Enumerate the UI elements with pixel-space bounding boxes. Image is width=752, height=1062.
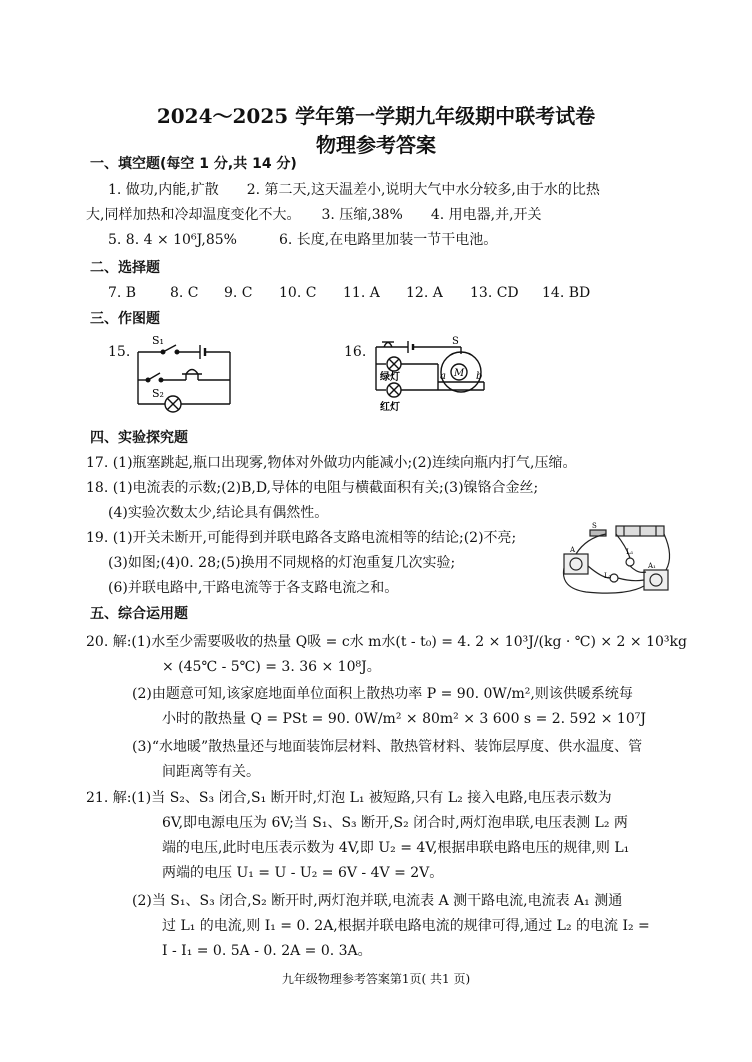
answer-line: 小时的散热量 Q = PSt = 90. 0W/m² × 80m² × 3 600 s = 2. 592 × 10⁷J: [162, 711, 646, 727]
answer-line: 19. (1)开关未断开,可能得到并联电路各支路电流相等的结论;(2)不亮;: [86, 530, 517, 546]
answer-line: (2)由题意可知,该家庭地面单位面积上散热功率 P = 90. 0W/m²,则该供暖系统每: [132, 686, 633, 702]
answer-line: I - I₁ = 0. 5A - 0. 2A = 0. 3A。: [162, 943, 372, 959]
answer-line: 间距离等有关。: [162, 764, 260, 780]
page-footer: 九年级物理参考答案第1页( 共1 页): [281, 972, 471, 986]
answer-line: × (45℃ - 5℃) = 3. 36 × 10⁸J。: [162, 659, 381, 675]
answer-line: 6V,即电源电压为 6V;当 S₁、S₃ 断开,S₂ 闭合时,两灯泡串联,电压表测 L₂ 两: [162, 815, 628, 831]
label-s: S: [452, 336, 459, 347]
circuit-photo-19: [556, 516, 676, 598]
answer-line: 17. (1)瓶塞跳起,瓶口出现雾,物体对外做功内能减小;(2)连续向瓶内打气,压缩。: [86, 455, 577, 471]
answer-line: 18. (1)电流表的示数;(2)B,D,导体的电阻与横截面积有关;(3)镍铬合金丝;: [86, 480, 539, 496]
answer-line: 21. 解:(1)当 S₂、S₃ 闭合,S₁ 断开时,灯泡 L₁ 被短路,只有 L₂ 接入电路,电压表示数为: [86, 790, 612, 806]
section-heading-comprehensive: 五、综合运用题: [90, 606, 188, 622]
circuit-diagram-15: [130, 334, 240, 416]
label-red-lamp: 红灯: [380, 402, 400, 413]
answer-line: (2)当 S₁、S₃ 闭合,S₂ 断开时,两灯泡并联,电流表 A 测干路电流,电流表 A₁ 测通: [132, 893, 623, 909]
answer-line: 过 L₁ 的电流,则 I₁ = 0. 2A,根据并联电路电流的规律可得,通过 L₂ 的电流 I₂ =: [162, 918, 650, 934]
page-title: 2024～2025 学年第一学期九年级期中联考试卷: [156, 104, 596, 128]
choice-answer: 8. C: [170, 285, 199, 301]
answer-line: 端的电压,此时电压表示数为 4V,即 U₂ = 4V,根据串联电路电压的规律,则 L₁: [162, 840, 630, 856]
question-number: 15.: [108, 344, 131, 360]
svg-text:A: A: [570, 546, 576, 554]
answer-line: 5. 8. 4 × 10⁶J,85% 6. 长度,在电路里加装一节干电池。: [108, 232, 498, 248]
answer-line: 两端的电压 U₁ = U - U₂ = 6V - 4V = 2V。: [162, 865, 444, 881]
choice-answer: 9. C: [224, 285, 253, 301]
answer-line: (3)“水地暖”散热量还与地面装饰层材料、散热管材料、装饰层厚度、供水温度、管: [132, 739, 643, 755]
circuit-diagram-16: [368, 334, 493, 414]
svg-text:L₂: L₂: [604, 572, 612, 580]
choice-answer: 10. C: [279, 285, 317, 301]
label-green-lamp: 绿灯: [380, 372, 400, 383]
choice-answer: 7. B: [108, 285, 137, 301]
label-s1: S₁: [152, 334, 164, 347]
svg-text:A₁: A₁: [648, 562, 656, 570]
question-number: 16.: [344, 344, 367, 360]
section-heading-fill-blank: 一、填空题(每空 1 分,共 14 分): [90, 156, 297, 172]
choice-answer: 13. CD: [470, 285, 519, 301]
answer-line: 1. 做功,内能,扩散 2. 第二天,这天温差小,说明大气中水分较多,由于水的比热: [108, 182, 600, 198]
section-heading-drawing: 三、作图题: [90, 311, 160, 327]
answer-line: (6)并联电路中,干路电流等于各支路电流之和。: [108, 580, 399, 596]
label-b: b: [476, 371, 483, 382]
answer-line: 大,同样加热和冷却温度变化不大。 3. 压缩,38% 4. 用电器,并,开关: [86, 207, 542, 223]
label-s2: S₂: [152, 387, 164, 400]
answer-line: (4)实验次数太少,结论具有偶然性。: [108, 505, 329, 521]
svg-text:S: S: [592, 522, 597, 530]
page-subtitle: 物理参考答案: [316, 133, 436, 157]
section-heading-experiment: 四、实验探究题: [90, 430, 188, 446]
label-a: a: [440, 371, 446, 382]
choice-answer: 12. A: [406, 285, 443, 301]
answer-line: 20. 解:(1)水至少需要吸收的热量 Q吸 = c水 m水(t - t₀) = 4. 2 × 10³J/(kg · ℃) × 2 × 10³kg: [86, 634, 687, 650]
svg-text:L₁: L₁: [626, 548, 634, 556]
answer-line: (3)如图;(4)0. 28;(5)换用不同规格的灯泡重复几次实验;: [108, 555, 456, 571]
label-m: M: [454, 368, 465, 379]
choice-answer: 11. A: [343, 285, 380, 301]
choice-answer: 14. BD: [542, 285, 591, 301]
section-heading-choice: 二、选择题: [90, 260, 160, 276]
